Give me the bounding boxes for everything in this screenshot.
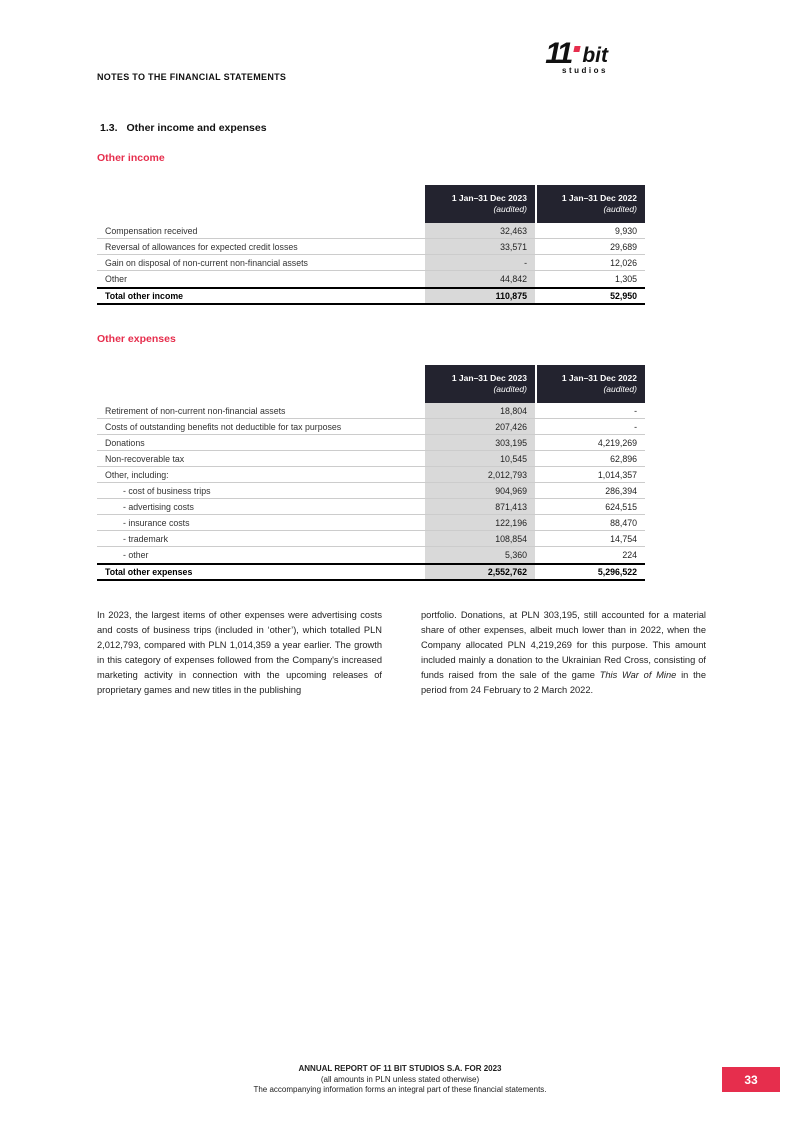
- other-expenses-table: [97, 365, 645, 581]
- logo-studios: studios: [562, 66, 608, 75]
- row-value-2023: 18,804: [425, 403, 535, 418]
- logo-bit: bit: [582, 44, 608, 67]
- row-value-2023: 207,426: [425, 419, 535, 434]
- row-label: - trademark: [123, 533, 168, 544]
- total-value-2022: 5,296,522: [597, 567, 637, 577]
- row-label: Non-recoverable tax: [105, 453, 185, 464]
- row-value-2023: 33,571: [425, 239, 535, 254]
- section-number: 1.3.: [100, 122, 118, 134]
- row-value-2022: 29,689: [610, 241, 637, 252]
- total-value-2023: 110,875: [425, 289, 535, 303]
- header-spacer: [97, 185, 425, 223]
- row-value-2022: 62,896: [610, 453, 637, 464]
- footer-amounts-note: (all amounts in PLN unless stated otherwise): [320, 1074, 480, 1084]
- table-total-row: [97, 287, 645, 305]
- section-name: Other income and expenses: [126, 122, 267, 134]
- row-value-2022: -: [634, 405, 637, 416]
- row-value-2022: 9,930: [614, 225, 637, 236]
- body-right-text-end: in the period from 24 February to 2 March 2022.: [421, 669, 707, 695]
- row-label: Compensation received: [105, 225, 198, 236]
- logo-red-dot-icon: [574, 46, 581, 52]
- table-row: [97, 419, 645, 435]
- column-header-2023-audited: (audited): [493, 384, 527, 394]
- game-title-italic: This War of Mine: [599, 669, 677, 680]
- table-row: [97, 499, 645, 515]
- row-value-2023: 44,842: [425, 271, 535, 287]
- column-header-2023: [425, 365, 535, 403]
- table-total-row: [97, 563, 645, 581]
- row-value-2022: 1,305: [614, 274, 637, 284]
- row-label: Donations: [105, 437, 145, 448]
- row-value-2023: 904,969: [425, 483, 535, 498]
- column-header-2022-period: 1 Jan–31 Dec 2022: [561, 193, 637, 203]
- row-value-2022: 624,515: [605, 501, 637, 512]
- table-header-row: [97, 365, 645, 403]
- footer-accompanying-note: The accompanying information forms an integral part of these financial statements.: [253, 1085, 547, 1094]
- row-value-2022: 88,470: [610, 517, 637, 528]
- row-label: - cost of business trips: [123, 485, 211, 496]
- page-footer: [0, 1064, 800, 1096]
- section-title: [100, 122, 267, 134]
- column-header-2022: [535, 365, 645, 403]
- page-number-badge: 33: [722, 1067, 780, 1092]
- row-label: Other, including:: [105, 469, 169, 480]
- column-header-2022-audited: (audited): [603, 204, 637, 214]
- logo-wordmark: [524, 37, 608, 70]
- row-value-2023: 5,360: [425, 547, 535, 563]
- logo-eleven: 11: [545, 37, 571, 70]
- row-label: - other: [123, 550, 149, 560]
- table-row: [97, 451, 645, 467]
- column-header-2022-audited: (audited): [603, 384, 637, 394]
- row-label: Other: [105, 274, 128, 284]
- row-value-2023: 10,545: [425, 451, 535, 466]
- column-header-2023: [425, 185, 535, 223]
- row-label: Costs of outstanding benefits not deductible for tax purposes: [105, 421, 342, 432]
- table-row: [97, 483, 645, 499]
- table-row: [97, 435, 645, 451]
- body-paragraph-left: In 2023, the largest items of other expenses were advertising costs and costs of business trips (included in ‘other’), which totalled PLN 2,012,793, compared with PLN 1,014,359 a year earlier. The growth in this category of expenses followed from the Company's increased marketing activity in connection with the upcoming releases of proprietary games and new titles in the publishing: [97, 610, 382, 695]
- table-row: [97, 403, 645, 419]
- row-value-2023: 2,012,793: [425, 467, 535, 482]
- column-header-2022: [535, 185, 645, 223]
- table-row: [97, 515, 645, 531]
- row-value-2022: 286,394: [605, 485, 637, 496]
- table-row: [97, 467, 645, 483]
- row-value-2023: -: [425, 255, 535, 270]
- other-income-table: [97, 185, 645, 305]
- table-row: [97, 531, 645, 547]
- table-row: [97, 223, 645, 239]
- company-logo: [524, 37, 608, 75]
- column-header-2022-period: 1 Jan–31 Dec 2022: [561, 373, 637, 383]
- row-value-2023: 303,195: [425, 435, 535, 450]
- other-expenses-heading: Other expenses: [97, 333, 176, 345]
- row-value-2022: 4,219,269: [597, 437, 637, 448]
- column-header-2023-period: 1 Jan–31 Dec 2023: [451, 373, 527, 383]
- table-row: [97, 547, 645, 563]
- row-value-2022: -: [634, 421, 637, 432]
- row-value-2022: 14,754: [610, 533, 637, 544]
- document-header-title: NOTES TO THE FINANCIAL STATEMENTS: [97, 72, 287, 82]
- body-right-text: portfolio. Donations, at PLN 303,195, still accounted for a material share of other expenses, albeit much lower than in 2022, when the Company allocated PLN 4,219,269 for this purpose. This amount included mainly a donation to the Ukrainian Red Cross, consisting of funds raised from the sale of the game: [421, 610, 706, 680]
- table-row: [97, 271, 645, 287]
- table-header-row: [97, 185, 645, 223]
- table-row: [97, 255, 645, 271]
- footer-report-title: ANNUAL REPORT OF 11 BIT STUDIOS S.A. FOR 2023: [298, 1064, 502, 1073]
- row-label: Retirement of non-current non-financial assets: [105, 405, 286, 416]
- row-label: Reversal of allowances for expected credit losses: [105, 241, 298, 252]
- row-value-2022: 1,014,357: [597, 469, 637, 480]
- total-value-2023: 2,552,762: [425, 565, 535, 579]
- row-value-2023: 122,196: [425, 515, 535, 530]
- row-label: - advertising costs: [123, 501, 194, 512]
- row-value-2023: 32,463: [425, 223, 535, 238]
- row-value-2022: 224: [622, 550, 637, 560]
- total-value-2022: 52,950: [610, 291, 637, 301]
- row-label: Gain on disposal of non-current non-financial assets: [105, 257, 308, 268]
- table-row: [97, 239, 645, 255]
- total-label: Total other expenses: [105, 567, 193, 577]
- row-value-2023: 871,413: [425, 499, 535, 514]
- column-header-2023-period: 1 Jan–31 Dec 2023: [451, 193, 527, 203]
- header-spacer: [97, 365, 425, 403]
- row-value-2023: 108,854: [425, 531, 535, 546]
- total-label: Total other income: [105, 291, 184, 301]
- row-label: - insurance costs: [123, 517, 190, 528]
- body-paragraph-right: [421, 608, 706, 697]
- column-header-2023-audited: (audited): [493, 204, 527, 214]
- row-value-2022: 12,026: [610, 257, 637, 268]
- other-income-heading: Other income: [97, 152, 165, 164]
